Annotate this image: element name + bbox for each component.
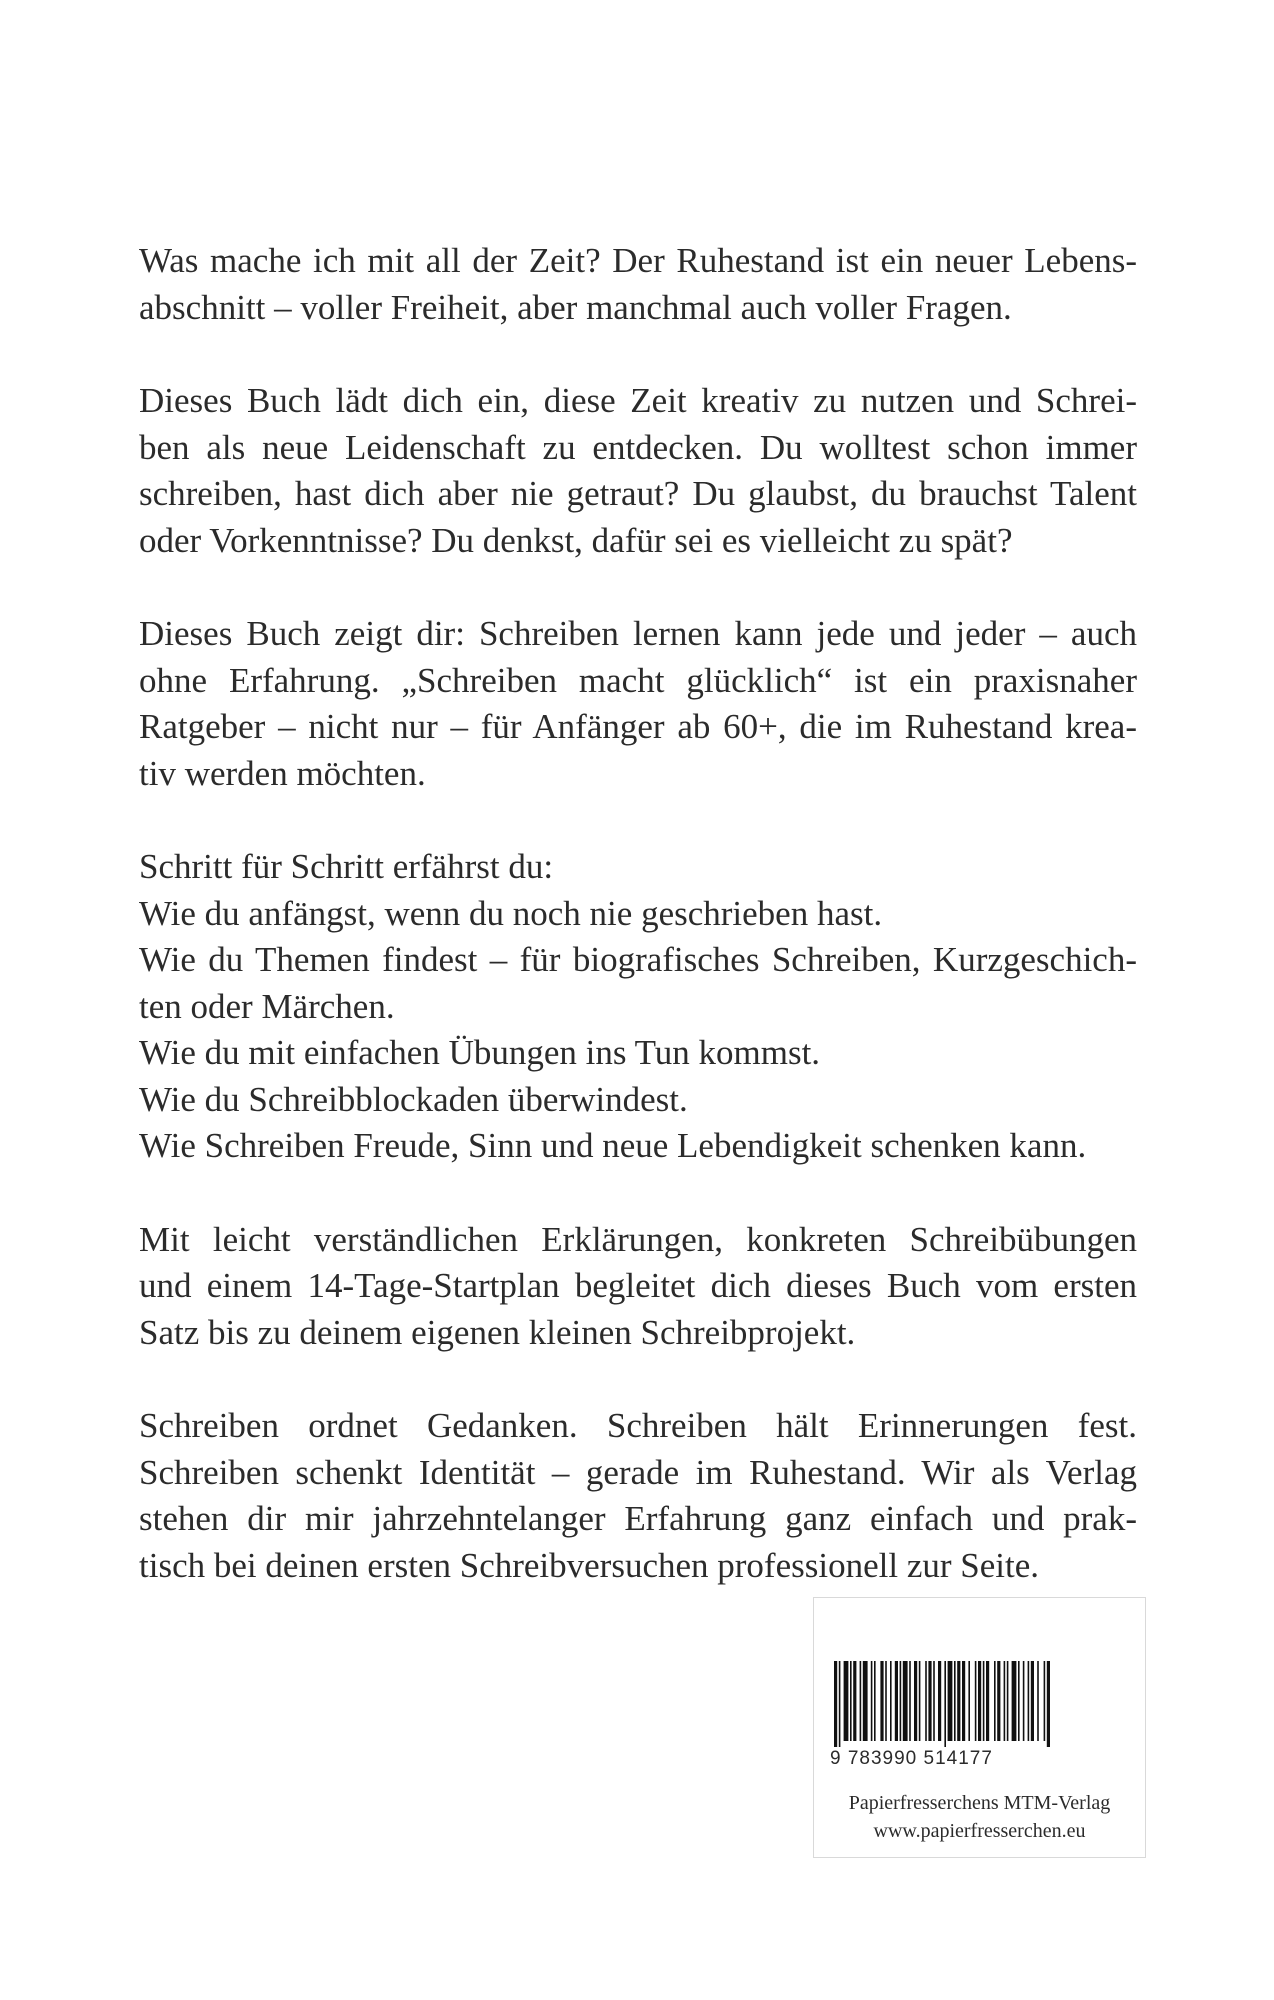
list-item: Wie Schreiben Freude, Sinn und neue Lebendigkeit schenken kann.: [139, 1126, 1087, 1165]
barcode-bar: [863, 1661, 868, 1741]
barcode-bar: [885, 1661, 887, 1741]
isbn-barcode-digits: 9 783990 514177: [830, 1748, 993, 1769]
barcode-bar: [903, 1661, 908, 1741]
isbn-barcode-graphic: [830, 1661, 1094, 1747]
barcode-bar: [933, 1661, 935, 1741]
text-line: tisch bei deinen ersten Schreibversuchen professionell zur Seite.: [139, 1545, 1039, 1585]
barcode-bar: [994, 1661, 996, 1741]
barcode-bar: [1044, 1661, 1046, 1741]
barcode-bar: [1047, 1661, 1050, 1747]
barcode-bar: [983, 1661, 985, 1741]
text-line: Dieses Buch lädt dich ein, diese Zeit kreativ zu nutzen und Schrei-: [139, 381, 1137, 420]
barcode-bar: [900, 1661, 902, 1741]
barcode-bar: [1023, 1661, 1025, 1741]
barcode-bar: [1012, 1661, 1017, 1741]
barcode-bar: [986, 1661, 989, 1741]
list-item: Wie du Themen findest – für biografisches Schreiben, Kurzgeschich-: [139, 940, 1137, 979]
text-line: abschnitt – voller Freiheit, aber manchmal auch voller Fragen.: [139, 287, 1012, 327]
text-line: tiv werden möchten.: [139, 753, 426, 793]
barcode-bar: [874, 1661, 876, 1741]
barcode-bar: [853, 1661, 856, 1741]
paragraph-invitation: [139, 378, 1137, 564]
barcode-bar: [834, 1661, 837, 1747]
barcode-bar: [944, 1661, 946, 1747]
text-line: Dieses Buch zeigt dir: Schreiben lernen kann jede und jeder – auch: [139, 614, 1137, 653]
barcode-bar: [954, 1661, 956, 1741]
barcode-bar: [1004, 1661, 1006, 1741]
publisher-name: Papierfresserchens MTM-Verlag: [848, 1792, 1111, 1814]
barcode-bar: [957, 1661, 960, 1741]
barcode-bar: [1018, 1661, 1020, 1741]
text-line: oder Vorkenntnisse? Du denkst, dafür sei es vielleicht zu spät?: [139, 520, 1013, 560]
text-line: Ratgeber – nicht nur – für Anfänger ab 60+, die im Ruhestand krea-: [139, 707, 1137, 746]
text-line: Satz bis zu deinem eigenen kleinen Schreibprojekt.: [139, 1312, 856, 1352]
text-line: ohne Erfahrung. „Schreiben macht glücklich“ ist ein praxisnaher: [139, 660, 1137, 700]
text-line: stehen dir mir jahrzehntelanger Erfahrung ganz einfach und prak-: [139, 1499, 1137, 1538]
list-item: ten oder Märchen.: [139, 986, 395, 1026]
barcode-bar: [895, 1661, 898, 1741]
text-line: und einem 14-Tage-Startplan begleitet dich dieses Buch vom ersten: [139, 1266, 1137, 1305]
paragraph-intro: [139, 238, 1137, 331]
paragraph-steps-list: [139, 844, 1137, 1170]
barcode-bar: [948, 1661, 953, 1741]
paragraph-closing: [139, 1403, 1137, 1589]
barcode-bar: [871, 1661, 873, 1741]
list-item: Wie du mit einfachen Übungen ins Tun kommst.: [139, 1033, 821, 1072]
barcode-bar: [1028, 1661, 1030, 1741]
barcode-bar: [968, 1661, 970, 1741]
paragraph-explanations: [139, 1217, 1137, 1357]
barcode-bar: [978, 1661, 981, 1741]
barcode-bar: [844, 1661, 849, 1741]
barcode-bar: [914, 1661, 917, 1741]
barcode-box: [813, 1597, 1146, 1858]
barcode-bar: [890, 1661, 892, 1741]
text-line: Schreiben schenkt Identität – gerade im Ruhestand. Wir als Verlag: [139, 1452, 1137, 1492]
text-line: schreiben, hast dich aber nie getraut? Du glaubst, du brauchst Talent: [139, 474, 1137, 513]
barcode-bar: [1037, 1661, 1039, 1741]
barcode-bar: [850, 1661, 852, 1741]
paragraph-book-shows: [139, 611, 1137, 797]
barcode-bar: [1031, 1661, 1034, 1741]
text-line: ben als neue Leidenschaft zu entdecken. Du wolltest schon immer: [139, 427, 1137, 467]
list-heading: Schritt für Schritt erfährst du:: [139, 847, 554, 886]
barcode-bar: [839, 1661, 841, 1747]
blurb-text: [139, 238, 1137, 1636]
barcode-bar: [975, 1661, 977, 1741]
barcode-bar: [909, 1661, 911, 1741]
barcode-bar: [928, 1661, 931, 1741]
text-line: Schreiben ordnet Gedanken. Schreiben hält Erinnerungen fest.: [139, 1406, 1137, 1445]
barcode-bar: [919, 1661, 921, 1741]
text-line: Was mache ich mit all der Zeit? Der Ruhestand ist ein neuer Lebens-: [139, 241, 1137, 280]
barcode-bar: [962, 1661, 965, 1741]
text-line: Mit leicht verständlichen Erklärungen, konkreten Schreibübungen: [139, 1219, 1137, 1259]
list-item: Wie du Schreibblockaden überwindest.: [139, 1079, 688, 1119]
barcode-bar: [880, 1661, 883, 1741]
barcode-bar: [1007, 1661, 1009, 1741]
barcode-bar: [925, 1661, 927, 1741]
list-item: Wie du anfängst, wenn du noch nie geschrieben hast.: [139, 893, 883, 933]
barcode-bar: [997, 1661, 1000, 1741]
barcode-bar: [860, 1661, 862, 1741]
publisher-info: [814, 1789, 1145, 1845]
publisher-url: www.papierfresserchen.eu: [873, 1820, 1086, 1842]
barcode-bar: [938, 1661, 941, 1741]
